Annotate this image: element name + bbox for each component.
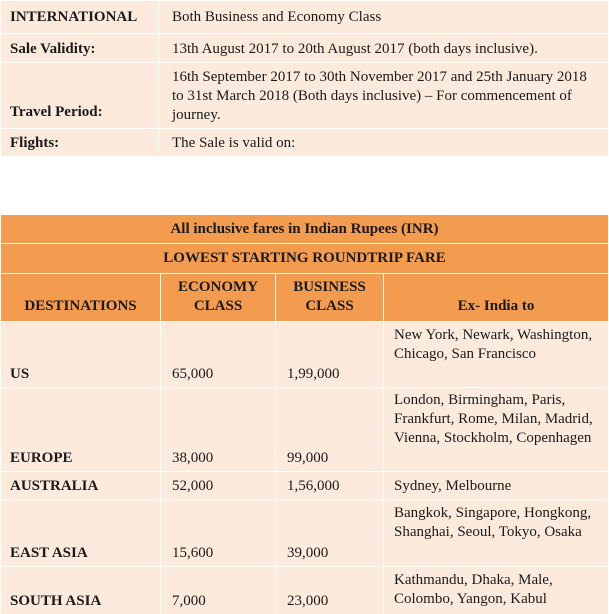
fare-row-us [1, 322, 609, 388]
cities-cell: Bangkok, Singapore, Hongkong, Shanghai, Seoul, Tokyo, Osaka [384, 500, 609, 567]
economy-fare: 52,000 [161, 472, 276, 500]
destination-cell: EUROPE [1, 388, 161, 472]
fare-row-south-asia [1, 567, 609, 614]
fare-row-europe [1, 388, 609, 472]
info-label: Flights: [1, 129, 159, 157]
business-fare: 39,000 [276, 500, 384, 567]
fare-row-australia [1, 472, 609, 500]
info-row-sale-validity [1, 34, 609, 63]
cities-cell: Sydney, Melbourne [384, 472, 609, 500]
economy-fare: 65,000 [161, 322, 276, 388]
info-value: 16th September 2017 to 30th November 2017 and 25th January 2018 to 31st March 2018 (Both days inclusive) – For commencement of journey. [159, 63, 609, 129]
destination-cell: AUSTRALIA [1, 472, 161, 500]
header-ex-india: Ex- India to [384, 274, 609, 322]
info-label: INTERNATIONAL [1, 1, 159, 34]
info-value: Both Business and Economy Class [159, 1, 609, 34]
cities-cell: London, Birmingham, Paris, Frankfurt, Rome, Milan, Madrid, Vienna, Stockholm, Copenhagen [384, 388, 609, 472]
cities-cell: Kathmandu, Dhaka, Male, Colombo, Yangon, Kabul [384, 567, 609, 614]
fares-table [0, 214, 609, 614]
destination-cell: SOUTH ASIA [1, 567, 161, 614]
business-fare: 1,99,000 [276, 322, 384, 388]
fares-header-row [1, 274, 609, 322]
info-label: Sale Validity: [1, 34, 159, 63]
fare-row-east-asia [1, 500, 609, 567]
economy-fare: 15,600 [161, 500, 276, 567]
business-fare: 1,56,000 [276, 472, 384, 500]
header-business: BUSINESS CLASS [276, 274, 384, 322]
header-economy: ECONOMY CLASS [161, 274, 276, 322]
fares-title: All inclusive fares in Indian Rupees (INR) [1, 215, 609, 244]
business-fare: 99,000 [276, 388, 384, 472]
fares-title-row [1, 215, 609, 244]
info-value: 13th August 2017 to 20th August 2017 (both days inclusive). [159, 34, 609, 63]
info-label: Travel Period: [1, 63, 159, 129]
economy-fare: 7,000 [161, 567, 276, 614]
destination-cell: EAST ASIA [1, 500, 161, 567]
header-destinations: DESTINATIONS [1, 274, 161, 322]
business-fare: 23,000 [276, 567, 384, 614]
info-row-flights [1, 129, 609, 157]
info-value: The Sale is valid on: [159, 129, 609, 157]
fares-subtitle-row [1, 244, 609, 274]
economy-fare: 38,000 [161, 388, 276, 472]
fares-subtitle: LOWEST STARTING ROUNDTRIP FARE [1, 244, 609, 274]
destination-cell: US [1, 322, 161, 388]
info-row-travel-period [1, 63, 609, 129]
cities-cell: New York, Newark, Washington, Chicago, San Francisco [384, 322, 609, 388]
info-row-international [1, 1, 609, 34]
sale-info-table [0, 0, 609, 157]
